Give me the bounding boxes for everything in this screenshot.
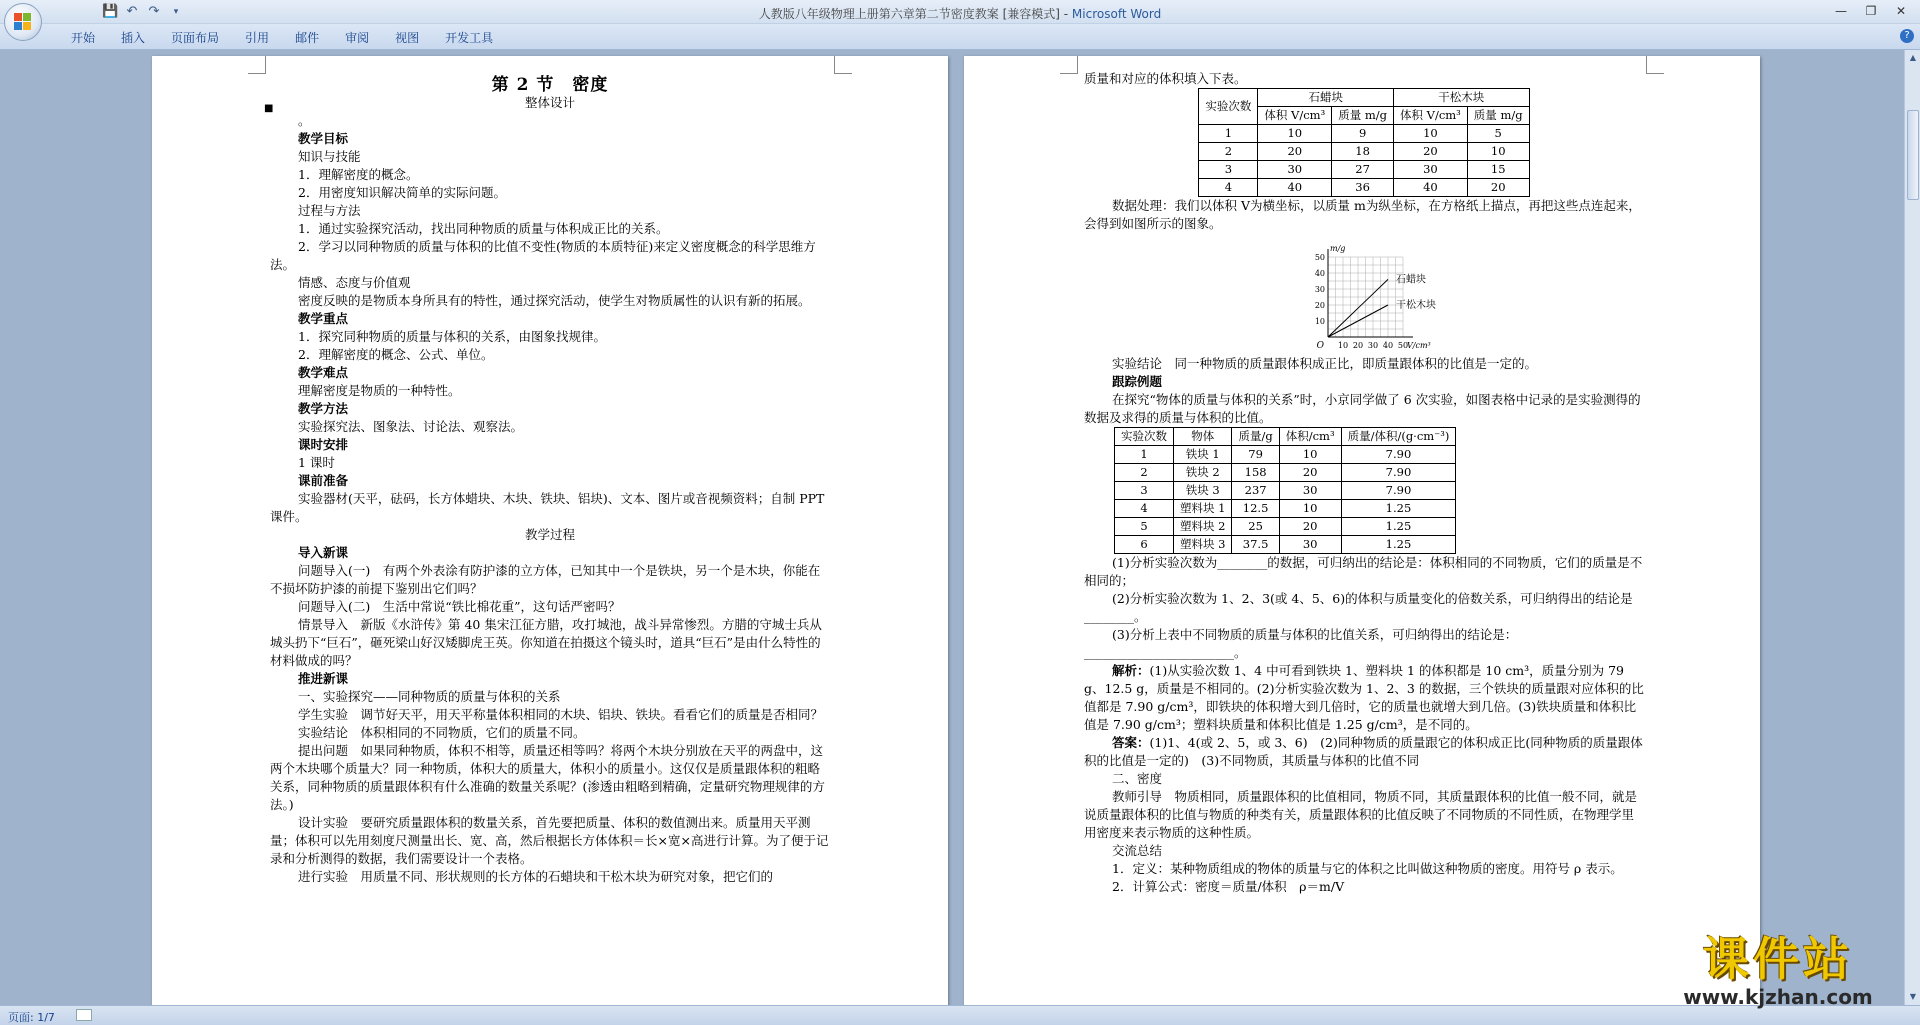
watermark-url: www.kjzhan.com <box>1683 985 1873 1009</box>
table-cell: 158 <box>1232 464 1279 482</box>
paragraph: 2．用密度知识解决简单的实际问题。 <box>298 185 506 200</box>
paragraph: 实验结论 体积相同的不同物质，它们的质量不同。 <box>298 725 586 740</box>
series-label: 干松木块 <box>1396 300 1436 311</box>
scrollbar-thumb[interactable] <box>1907 110 1919 200</box>
window-title <box>0 5 1920 22</box>
table-cell: 1.25 <box>1341 536 1456 554</box>
table-cell: 27 <box>1332 161 1394 179</box>
paragraph: 1．探究同种物质的质量与体积的关系，由图象找规律。 <box>298 329 606 344</box>
table-header: 体积 V/cm³ <box>1258 107 1332 125</box>
table-header: 质量 m/g <box>1332 107 1394 125</box>
question: (1)分析实验次数为________的数据，可归纳出的结论是：体积相同的不同物质，它们的质量是不相同的； <box>1084 555 1643 588</box>
redo-icon[interactable]: ↷ <box>148 4 160 19</box>
answer-text: (1)1、4(或 2、5，或 3、6) (2)同种物质的质量跟它的体积成正比(同种物质的质量跟体积的比值是一定的) (3)不同物质，其质量与体积的比值不同 <box>1084 735 1643 768</box>
question: (3)分析上表中不同物质的质量与体积的比值关系，可归纳得出的结论是：________________________。 <box>1084 627 1518 660</box>
section-heading: 二、密度 <box>1112 771 1163 786</box>
table-cell: 18 <box>1332 143 1394 161</box>
office-button[interactable] <box>4 3 42 41</box>
crop-mark <box>248 56 266 74</box>
paragraph: 交流总结 <box>1112 843 1163 858</box>
question: (2)分析实验次数为 1、2、3(或 4、5、6)的体积与质量变化的倍数关系，可归纳得出的结论是________。 <box>1084 591 1633 624</box>
section-heading: 课前准备 <box>298 473 349 488</box>
watermark-title: 课件站 <box>1703 932 1853 986</box>
table-cell: 30 <box>1279 536 1341 554</box>
table-header: 干松木块 <box>1394 89 1530 107</box>
window-controls <box>1828 2 1914 20</box>
table-header: 质量 m/g <box>1467 107 1529 125</box>
x-tick-label: 10 <box>1337 341 1349 350</box>
table-cell: 10 <box>1279 446 1341 464</box>
section-heading: 跟踪例题 <box>1112 374 1163 389</box>
document-page-1[interactable] <box>152 56 948 1005</box>
paragraph: 在探究“物体的质量与体积的关系”时，小京同学做了 6 次实验，如图表格中记录的是实验测得的数据及求得的质量与体积的比值。 <box>1084 392 1641 425</box>
paragraph: 设计实验 要研究质量跟体积的数量关系，首先要把质量、体积的数值测出来。质量用天平测量；体积可以先用刻度尺测量出长、宽、高，然后根据长方体体积＝长×宽×高进行计算。为了便于记录和分析测得的数据，我们需要设计一个表格。 <box>270 815 829 866</box>
answer <box>1084 734 1644 770</box>
table-cell: 6 <box>1115 536 1174 554</box>
table-cell: 2 <box>1115 464 1174 482</box>
formula: 2．计算公式：密度＝质量/体积 ρ＝m/V <box>1112 879 1345 894</box>
table-cell: 12.5 <box>1232 500 1279 518</box>
paragraph: 数据处理：我们以体积 V为横坐标，以质量 m为纵坐标，在方格纸上描点，再把这些点连起来，会得到如图所示的图象。 <box>1084 198 1641 231</box>
table-cell: 20 <box>1279 464 1341 482</box>
origin-label: O <box>1316 341 1324 351</box>
table-cell: 1 <box>1115 446 1174 464</box>
restore-icon[interactable]: ❐ <box>1865 4 1877 18</box>
office-logo-icon <box>14 13 32 31</box>
table-header: 石蜡块 <box>1258 89 1394 107</box>
tab-mailings[interactable]: 邮件 <box>295 31 320 45</box>
paragraph: 知识与技能 <box>298 149 361 164</box>
analysis-text: (1)从实验次数 1、4 中可看到铁块 1、塑料块 1 的体积都是 10 cm³，质量分别为 79 g、12.5 g，质量是不相同的。(2)分析实验次数为 1、2、3 的数据，三个铁块的质量跟对应体积的比值都是 7.90 g/cm³，即铁块的体积增大到几倍时，它的质量也就增大到几倍。(3)铁块质量和体积比值是 7.90 g/cm³；塑料块质量和体积比值是 1.25 g/cm³，是不同的。 <box>1084 663 1644 732</box>
table-cell: 4 <box>1115 500 1174 518</box>
table-cell: 25 <box>1232 518 1279 536</box>
table-cell: 30 <box>1279 482 1341 500</box>
ribbon-tabs <box>58 29 506 47</box>
table-cell: 15 <box>1467 161 1529 179</box>
iron-plastic-table <box>1114 427 1456 554</box>
paragraph: 2．理解密度的概念、公式、单位。 <box>298 347 494 362</box>
paragraph: 1 课时 <box>298 455 335 470</box>
paragraph: 学生实验 调节好天平，用天平称量体积相同的木块、铝块、铁块。看看它们的质量是否相同？ <box>298 707 824 722</box>
app-name: Microsoft Word <box>1071 7 1162 21</box>
table-header: 质量/g <box>1232 428 1279 446</box>
x-tick-label: 30 <box>1367 341 1379 350</box>
table-cell: 20 <box>1467 179 1529 197</box>
page-title: 第 2 节 密度 <box>491 75 609 95</box>
table-cell: 37.5 <box>1232 536 1279 554</box>
section-heading: 推进新课 <box>298 671 349 686</box>
table-cell: 20 <box>1279 518 1341 536</box>
undo-icon[interactable]: ↶ <box>126 4 138 19</box>
table-cell: 1.25 <box>1341 518 1456 536</box>
paragraph: 1．定义：某种物质组成的物体的质量与它的体积之比叫做这种物质的密度。用符号 ρ 表示。 <box>1112 861 1623 876</box>
table-cell: 9 <box>1332 125 1394 143</box>
customize-qat-icon[interactable]: ▾ <box>173 7 179 17</box>
paragraph: 问题导入(二) 生活中常说“铁比棉花重”，这句话严密吗？ <box>298 599 621 614</box>
table-header: 质量/体积/(g·cm⁻³) <box>1341 428 1456 446</box>
tab-developer[interactable]: 开发工具 <box>445 31 494 45</box>
paragraph: 。 <box>298 113 311 128</box>
section-heading: 教学方法 <box>298 401 349 416</box>
table-cell: 1.25 <box>1341 500 1456 518</box>
table-cell: 20 <box>1258 143 1332 161</box>
table-row <box>1199 179 1529 197</box>
table-row <box>1115 482 1456 500</box>
analysis-label: 解析： <box>1112 663 1150 678</box>
analysis <box>1084 662 1644 734</box>
table-cell: 铁块 2 <box>1174 464 1232 482</box>
table-cell: 79 <box>1232 446 1279 464</box>
table-row <box>1115 518 1456 536</box>
table-row <box>1199 161 1529 179</box>
table-body <box>1115 446 1456 554</box>
table-cell: 30 <box>1394 161 1468 179</box>
section-heading: 课时安排 <box>298 437 349 452</box>
x-tick-label: 40 <box>1382 341 1394 350</box>
table-cell: 2 <box>1199 143 1258 161</box>
paragraph: 进行实验 用质量不同、形状规则的长方体的石蜡块和干松木块为研究对象，把它们的 <box>298 869 774 884</box>
table-cell: 20 <box>1394 143 1468 161</box>
paragraph: 1．通过实验探究活动，找出同种物质的质量与体积成正比的关系。 <box>298 221 669 236</box>
document-workspace <box>0 50 1904 1005</box>
mass-volume-chart <box>1304 237 1454 353</box>
x-tick-label: 50 <box>1397 341 1409 350</box>
paragraph: 1．理解密度的概念。 <box>298 167 419 182</box>
tab-review[interactable]: 审阅 <box>345 31 370 45</box>
wax-wood-table <box>1198 88 1529 197</box>
vertical-scrollbar[interactable] <box>1904 50 1920 1005</box>
table-cell: 4 <box>1199 179 1258 197</box>
tab-page-layout[interactable]: 页面布局 <box>171 31 220 45</box>
list-bullet: ■ <box>264 103 274 114</box>
document-title: 人教版八年级物理上册第六章第二节密度教案 [兼容模式] - <box>758 7 1072 21</box>
answer-label: 答案： <box>1112 735 1150 750</box>
table-header: 体积/cm³ <box>1279 428 1341 446</box>
table-cell: 40 <box>1394 179 1468 197</box>
table-cell: 30 <box>1258 161 1332 179</box>
table-header: 物体 <box>1174 428 1232 446</box>
table-header: 实验次数 <box>1199 89 1258 125</box>
table-cell: 5 <box>1467 125 1529 143</box>
crop-mark <box>834 56 852 74</box>
table-cell: 5 <box>1115 518 1174 536</box>
table-cell: 塑料块 2 <box>1174 518 1232 536</box>
x-tick-label: 20 <box>1352 341 1364 350</box>
paragraph: 问题导入(一) 有两个外表涂有防护漆的立方体，已知其中一个是铁块，另一个是木块，你能在不损坏防护漆的前提下鉴别出它们吗？ <box>270 563 821 596</box>
y-tick-label: 50 <box>1314 253 1325 262</box>
table-cell: 3 <box>1199 161 1258 179</box>
paragraph: 情感、态度与价值观 <box>298 275 411 290</box>
table-cell: 10 <box>1467 143 1529 161</box>
y-tick-label: 20 <box>1314 301 1325 310</box>
page-1-body <box>270 76 830 886</box>
y-tick-label: 30 <box>1314 285 1325 294</box>
table-row <box>1115 464 1456 482</box>
site-watermark <box>1658 933 1898 1009</box>
table-row <box>1199 143 1529 161</box>
paragraph: 整体设计 <box>524 95 575 110</box>
minimize-icon[interactable]: — <box>1835 4 1847 18</box>
table-cell: 3 <box>1115 482 1174 500</box>
table-cell: 铁块 3 <box>1174 482 1232 500</box>
table-cell: 7.90 <box>1341 446 1456 464</box>
paragraph: 过程与方法 <box>298 203 361 218</box>
paragraph: 提出问题 如果同种物质，体积不相等，质量还相等吗？将两个木块分别放在天平的两盘中，这两个木块哪个质量大？同一种物质，体积大的质量大，体积小的质量小。这仅仅是质量跟体积的粗略关系，同种物质的质量跟体积有什么准确的数量关系呢？(渗透由粗略到精确，定量研究物理规律的方法。) <box>270 743 825 812</box>
table-cell: 7.90 <box>1341 464 1456 482</box>
table-row <box>1115 536 1456 554</box>
paragraph: 实验探究法、图象法、讨论法、观察法。 <box>298 419 524 434</box>
table-cell: 塑料块 3 <box>1174 536 1232 554</box>
paragraph: 密度反映的是物质本身所具有的特性，通过探究活动，使学生对物质属性的认识有新的拓展。 <box>298 293 811 308</box>
table-cell: 塑料块 1 <box>1174 500 1232 518</box>
table-body <box>1199 125 1529 197</box>
proofing-icon[interactable] <box>76 1009 92 1021</box>
paragraph: 一、实验探究——同种物质的质量与体积的关系 <box>298 689 561 704</box>
table-row <box>1115 446 1456 464</box>
paragraph: 实验结论 同一种物质的质量跟体积成正比，即质量跟体积的比值是一定的。 <box>1112 356 1538 371</box>
series-label: 石蜡块 <box>1396 274 1426 286</box>
table-header: 实验次数 <box>1115 428 1174 446</box>
paragraph: 情景导入 新版《水浒传》第 40 集宋江征方腊，攻打城池，战斗异常惨烈。方腊的守城士兵从城头扔下“巨石”，砸死梁山好汉矮脚虎王英。你知道在拍摄这个镜头时，道具“巨石”是由什么特性的材料做成的吗？ <box>270 617 822 668</box>
y-tick-label: 40 <box>1314 269 1325 278</box>
paragraph: 理解密度是物质的一种特性。 <box>298 383 461 398</box>
table-cell: 237 <box>1232 482 1279 500</box>
table-cell: 7.90 <box>1341 482 1456 500</box>
table-cell: 10 <box>1258 125 1332 143</box>
y-axis-label: m/g <box>1330 244 1346 253</box>
paragraph: 质量和对应的体积填入下表。 <box>1084 71 1247 86</box>
paragraph: 教师引导 物质相同，质量跟体积的比值相同，物质不同，其质量跟体积的比值一般不同，就是说质量跟体积的比值与物质的种类有关，质量跟体积的比值反映了不同物质的不同性质，在物理学里用密度来表示物质的这种性质。 <box>1084 789 1638 840</box>
paragraph: 2．学习以同种物质的质量与体积的比值不变性(物质的本质特征)来定义密度概念的科学思维方法。 <box>270 239 816 272</box>
section-heading: 教学目标 <box>298 131 349 146</box>
table-row <box>1199 125 1529 143</box>
table-cell: 10 <box>1394 125 1468 143</box>
table-cell: 铁块 1 <box>1174 446 1232 464</box>
crop-mark <box>1060 56 1078 74</box>
help-icon[interactable]: ? <box>1900 29 1914 43</box>
table-cell: 36 <box>1332 179 1394 197</box>
tab-insert[interactable]: 插入 <box>121 31 146 45</box>
tab-references[interactable]: 引用 <box>245 31 270 45</box>
ribbon-tabs-bar <box>0 24 1920 50</box>
page-indicator[interactable]: 页面: 1/7 <box>8 1011 55 1024</box>
title-bar <box>0 0 1920 24</box>
tab-view[interactable]: 视图 <box>395 31 420 45</box>
save-icon[interactable]: 💾 <box>102 4 119 19</box>
crop-mark <box>1646 56 1664 74</box>
status-bar <box>0 1005 1920 1025</box>
section-heading: 导入新课 <box>298 545 349 560</box>
scroll-up-icon[interactable]: ▲ <box>1909 53 1917 62</box>
x-axis-label: V/cm³ <box>1407 341 1431 350</box>
page-2-body <box>1084 70 1644 896</box>
table-header: 体积 V/cm³ <box>1394 107 1468 125</box>
table-cell: 1 <box>1199 125 1258 143</box>
close-icon[interactable]: ✕ <box>1895 4 1907 18</box>
scroll-down-icon[interactable]: ▼ <box>1909 992 1917 1001</box>
section-heading: 教学重点 <box>298 311 349 326</box>
section-heading: 教学难点 <box>298 365 349 380</box>
table-cell: 10 <box>1279 500 1341 518</box>
tab-home[interactable]: 开始 <box>71 31 96 45</box>
table-row <box>1115 500 1456 518</box>
paragraph: 实验器材(天平，砝码，长方体蜡块、木块、铁块、铝块)、文本、图片或音视频资料；自制 PPT 课件。 <box>270 491 825 524</box>
table-cell: 40 <box>1258 179 1332 197</box>
paragraph: 教学过程 <box>524 527 575 542</box>
document-page-2[interactable] <box>964 56 1760 1005</box>
y-tick-label: 10 <box>1314 317 1325 326</box>
